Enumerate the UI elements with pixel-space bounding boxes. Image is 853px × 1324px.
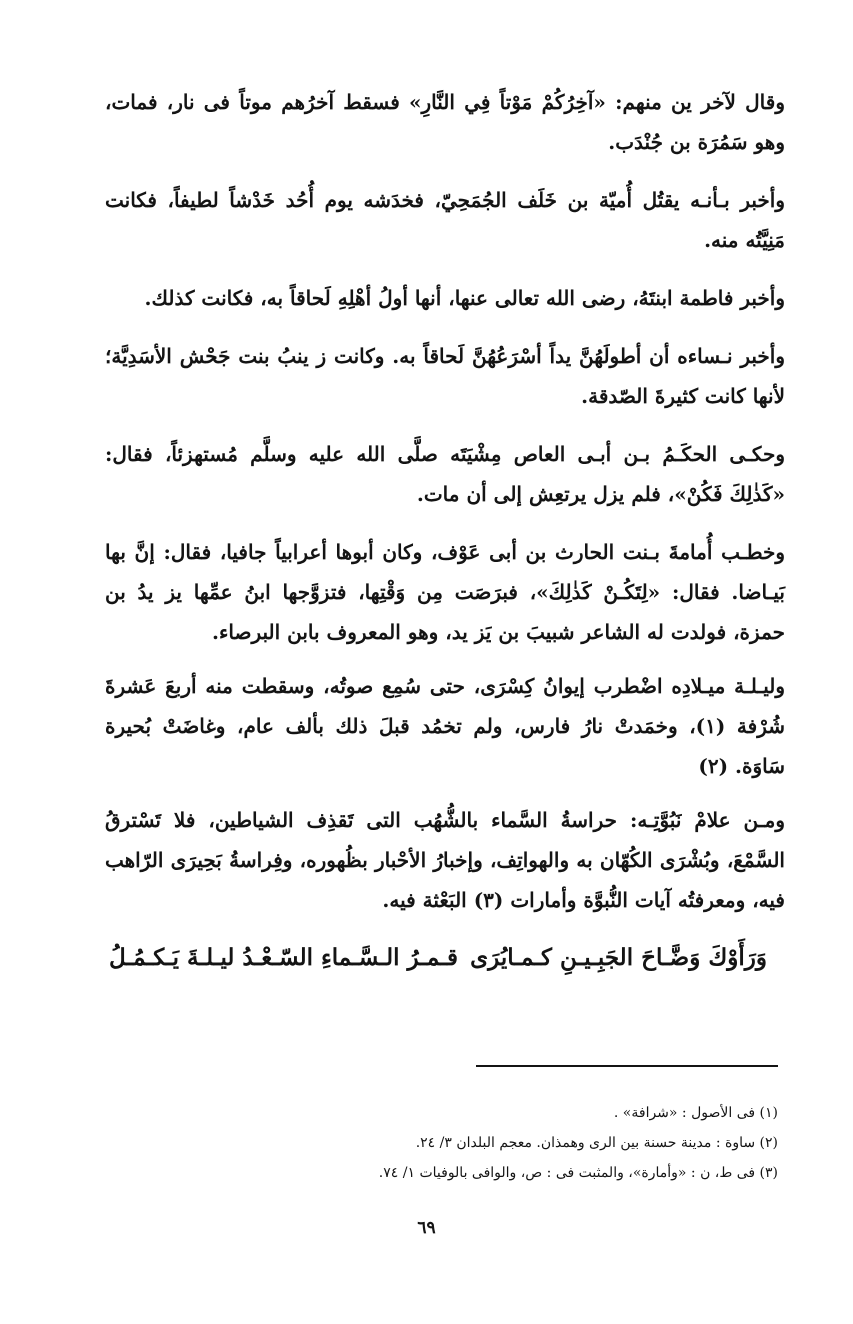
poetry-verse <box>105 938 785 978</box>
verse-second-hemistich: قـمـرُ الـسَّـماءِ السّـعْـدُ ليـلـةَ يَـكـمُـلُ <box>109 944 458 971</box>
paragraph-wives: وأخبر نـساءه أن أطولَهُنَّ يداً أسْرَعُهُنَّ لَحاقاً به. وكانت ز ينبُ بنت جَحْش الأسَدِيَّة؛ لأنها كانت كثيرةَ الصّدقة. <box>105 344 785 408</box>
paragraph-fatima: وأخبر فاطمة ابنتَهُ، رضى الله تعالى عنها، أنها أولُ أهْلِهِ لَحاقاً به، فكانت كذلك. <box>144 286 785 310</box>
footnote-divider <box>476 1065 778 1067</box>
paragraph-samura: وقال لآخر ين منهم: «آخِرُكُمْ مَوْتاً فِي النَّارِ» فسقط آخرُهم موتاً فى نار، فمات، وهو سَمُرَة بن جُنْدَب. <box>105 90 785 154</box>
footnote-1: (١) فى الأصول : «شرافة» . <box>613 1105 778 1121</box>
footnote-3: (٣) فى ط، ن : «وأمارة»، والمثبت فى : ص، والوافى بالوفيات ١/ ٧٤. <box>378 1165 778 1181</box>
paragraph-umama: وخطـب أُمامةَ بـنت الحارث بن أبى عَوْف، وكان أبوها أعرابياً جافيا، فقال: إنَّ بها بَيـاضا. فقال: «لِتَكُـنْ كَذٰلِكَ»، فبرَصَت مِن وَقْتِها، فتزوَّجها ابنُ عمِّها يز يدُ بن حمزة، فولدت له الشاعر شبيبَ بن يَز يد، وهو المعروف بابن البرصاء. <box>105 540 785 644</box>
body-text <box>105 82 785 978</box>
footnote-2: (٢) ساوة : مدينة حسنة بين الرى وهمذان. معجم البلدان ٣/ ٢٤. <box>415 1135 778 1151</box>
verse-first-hemistich: وَرَأَوْكَ وَضَّـاحَ الجَبِـيـنِ كـمـايُرَى <box>470 944 767 971</box>
paragraph-signs-of-prophethood: ومـن علامْ نَبُوَّتِـه: حراسةُ السَّماء بالشُّهُب التى تَقذِف الشياطين، فلا تَسْترقُ السَّمْعَ، وبُشْرَى الكُهّان به والهواتِف، وإخبارُ الأحْبار بظُهوره، وفِراسةُ بَحِيرَى الرّاهب فيه، ومعرفتُه آيات النُّبوَّة وأمارات (٣) البَعْثة فيه. <box>105 808 785 912</box>
footnotes <box>218 1098 778 1188</box>
page-number: ٦٩ <box>417 1218 436 1238</box>
paragraph-hakam: وحكـى الحكَـمُ بـن أبـى العاص مِشْيَتَه صلَّى الله عليه وسلَّم مُستهزئاً، فقال: «كَذٰلِكَ فَكُنْ»، فلم يزل يرتعِش إلى أن مات. <box>105 442 785 506</box>
paragraph-umayya: وأخبر بـأنـه يقتُل أُميّة بن خَلَف الجُمَحِيّ، فخدَشه يوم أُحُد خَدْشاً لطيفاً، فكانت مَنِيَّتُه منه. <box>105 188 785 252</box>
paragraph-birth-night: وليـلـة ميـلادِه اضْطرب إيوانُ كِسْرَى، حتى سُمِع صوتُه، وسقطت منه أربعَ عَشرةَ شُرْفة (١)، وخمَدتْ نارُ فارس، ولم تخمُد قبلَ ذلك بألف عام، وغاضَتْ بُحيرة سَاوَة. (٢) <box>105 674 785 778</box>
